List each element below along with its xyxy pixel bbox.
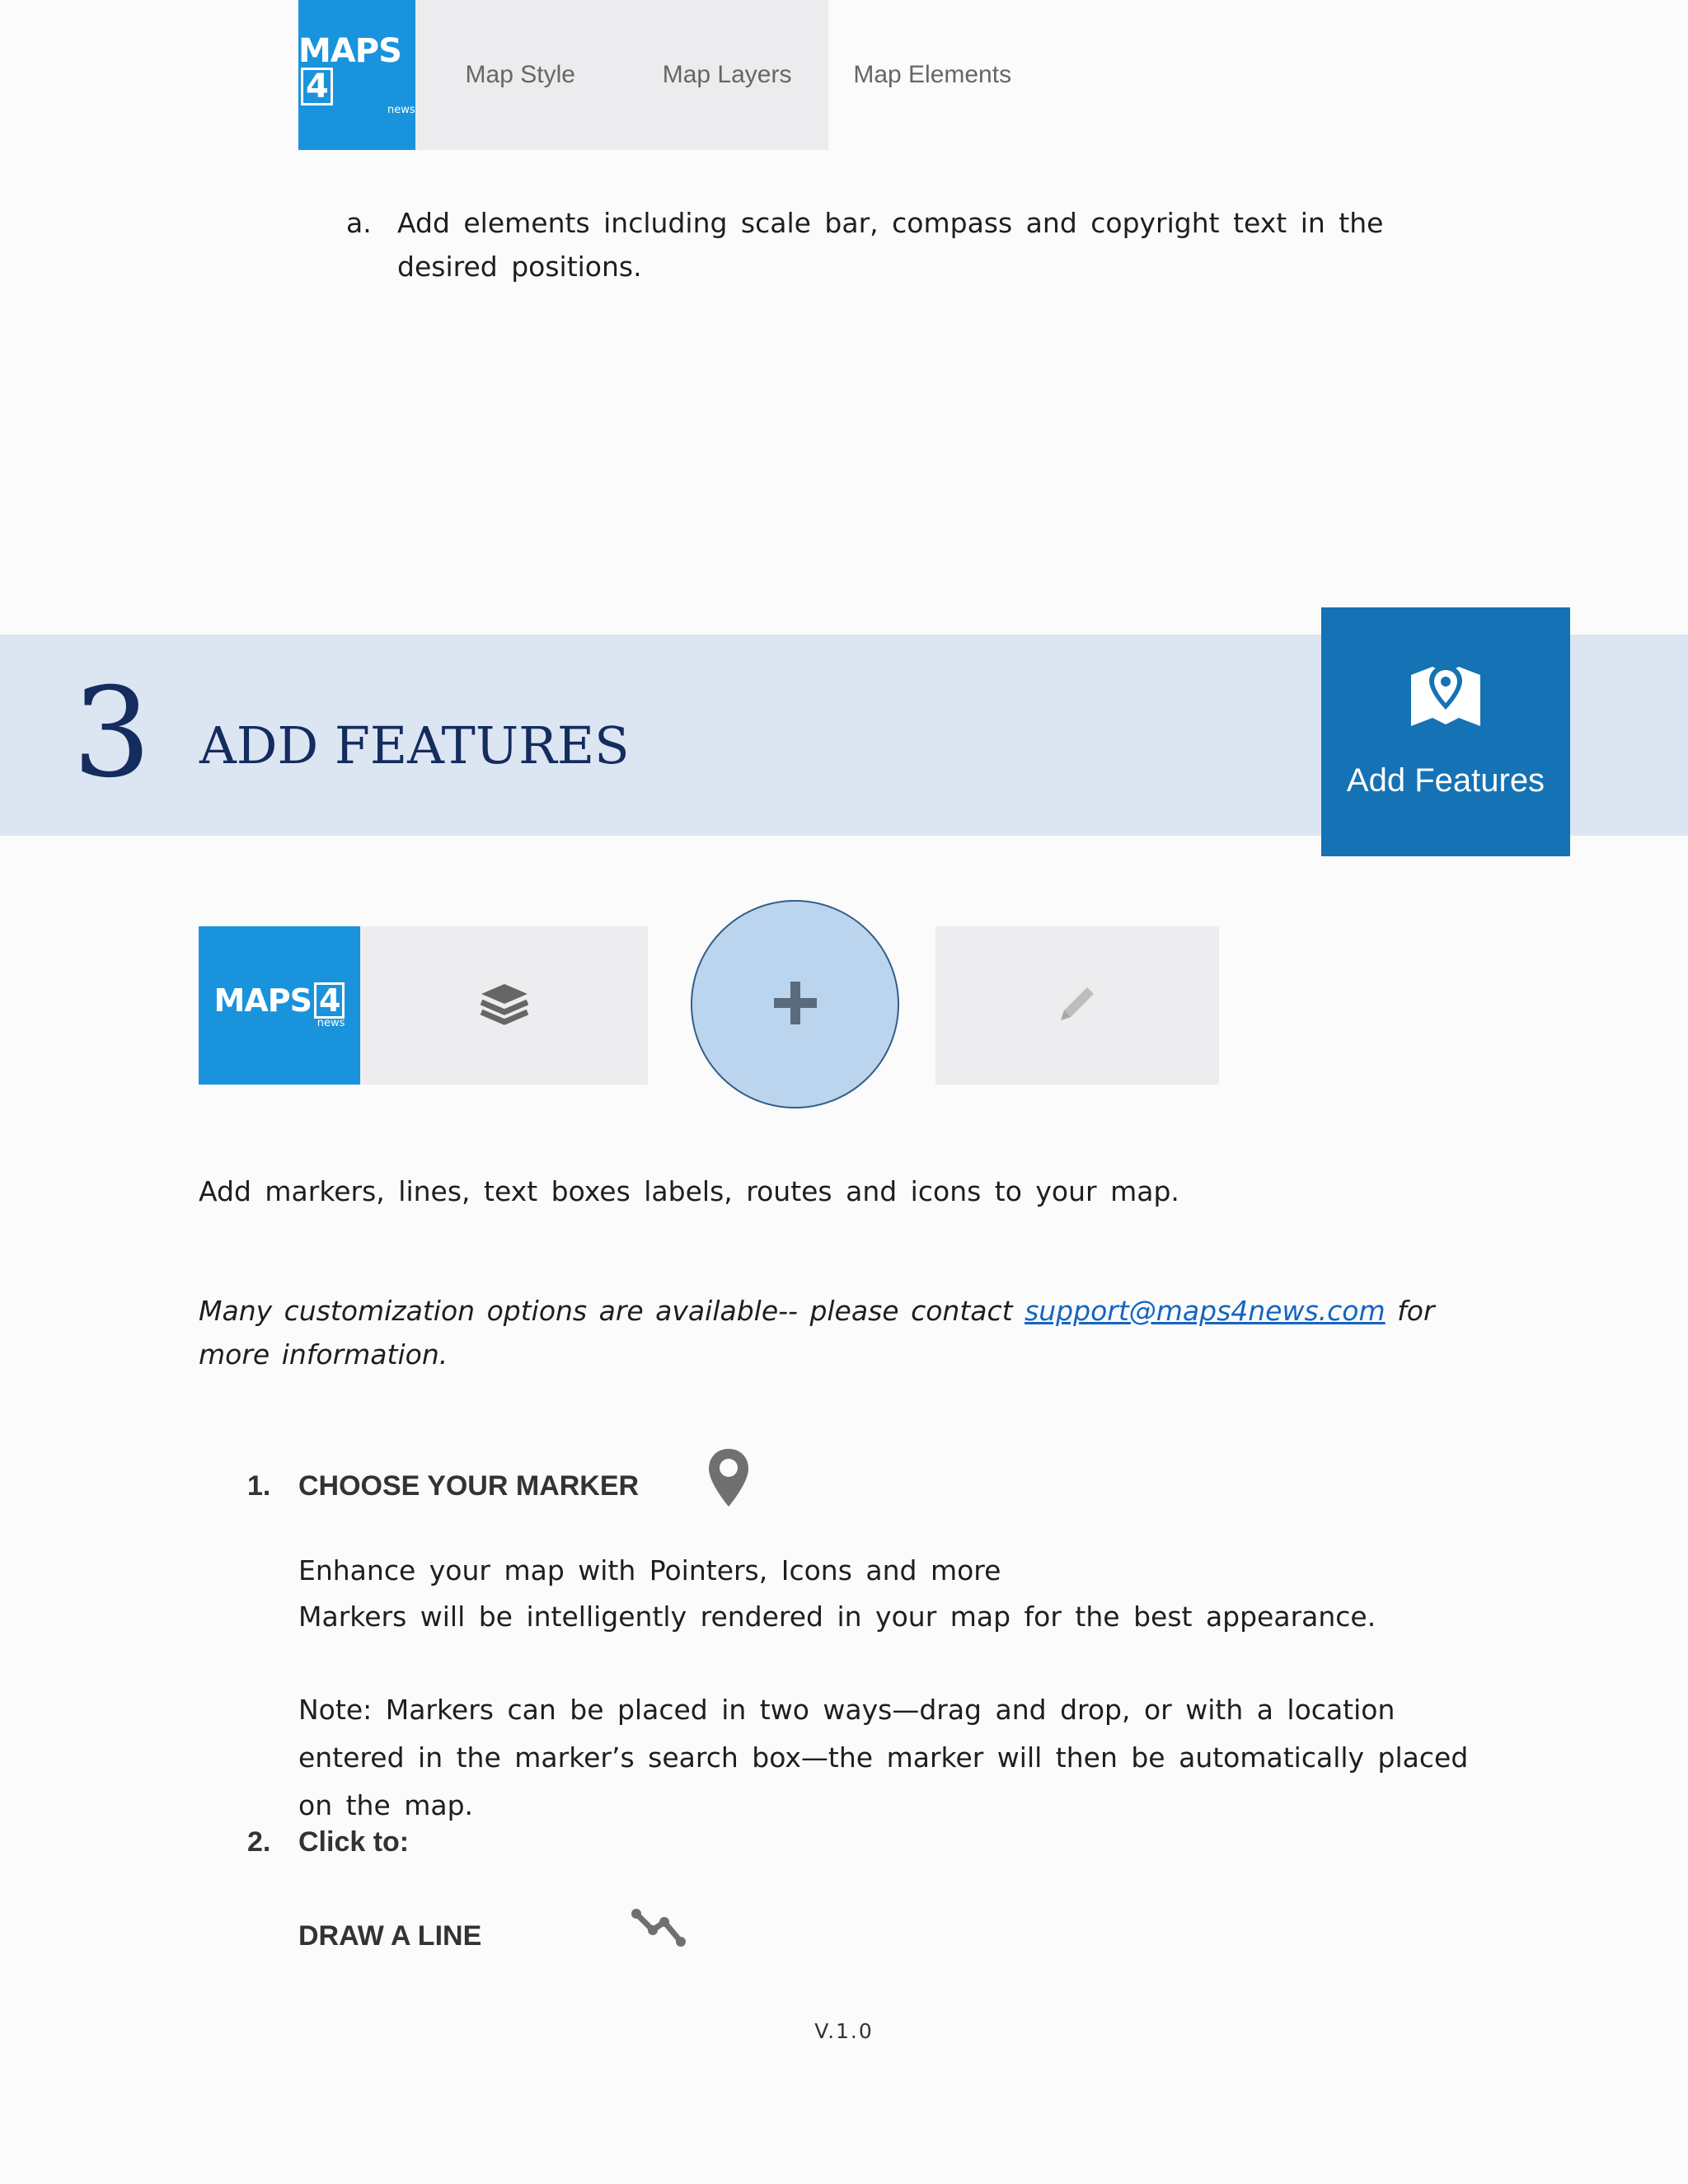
maps4news-logo-button[interactable]: MAPS 4 news — [199, 926, 360, 1085]
plus-icon — [772, 980, 818, 1029]
tab-map-elements[interactable] — [828, 0, 1036, 150]
layers-icon — [478, 981, 531, 1030]
maps4news-logo[interactable]: MAPS4 news — [298, 0, 415, 150]
map-pin-icon — [706, 1447, 752, 1513]
add-features-button[interactable] — [1321, 607, 1570, 856]
item-2-title: Click to: — [298, 1826, 410, 1858]
add-feature-button[interactable] — [691, 900, 899, 1108]
edit-button[interactable] — [935, 926, 1219, 1085]
support-email-link[interactable]: support@maps4news.com — [1025, 1295, 1386, 1327]
marker-line-2: Markers will be intelligently rendered in your map for the best appearance. — [298, 1601, 1376, 1633]
step-a-text: Add elements including scale bar, compass and copyright text in the desired positions. — [397, 207, 1384, 283]
version-footer: V.1.0 — [814, 2019, 874, 2043]
contact-paragraph: Many customization options are available-- please contact support@maps4news.com for more information. — [199, 1295, 1435, 1371]
add-features-label: Add Features — [1346, 762, 1545, 799]
item-1-number: 1. — [247, 1470, 271, 1502]
intro-paragraph: Add markers, lines, text boxes labels, routes and icons to your map. — [199, 1175, 1179, 1207]
step-a — [346, 201, 1442, 288]
section-number: 3 — [73, 662, 152, 805]
tab-label: Map Layers — [662, 61, 792, 88]
layers-button[interactable] — [360, 926, 648, 1085]
marker-line-1: Enhance your map with Pointers, Icons and more — [298, 1554, 1001, 1586]
draw-a-line-label: DRAW A LINE — [298, 1920, 482, 1952]
step-a-marker: a. — [346, 207, 372, 239]
map-pin-book-icon — [1408, 658, 1484, 738]
section-title: ADD FEATURES — [199, 715, 630, 776]
item-1-title: CHOOSE YOUR MARKER — [298, 1470, 640, 1502]
top-tab-bar — [298, 0, 1036, 150]
tab-map-style[interactable] — [415, 0, 626, 150]
tab-label: Map Style — [465, 61, 575, 88]
polyline-icon — [630, 1905, 689, 1955]
tab-map-layers[interactable] — [626, 0, 829, 150]
marker-note: Note: Markers can be placed in two ways—drag and drop, or with a location entered in the marker’s search box—the marker will then be automatically placed on the map. — [298, 1694, 1469, 1821]
pencil-icon — [1054, 981, 1100, 1030]
tab-label: Map Elements — [853, 61, 1012, 88]
item-2-number: 2. — [247, 1826, 271, 1858]
